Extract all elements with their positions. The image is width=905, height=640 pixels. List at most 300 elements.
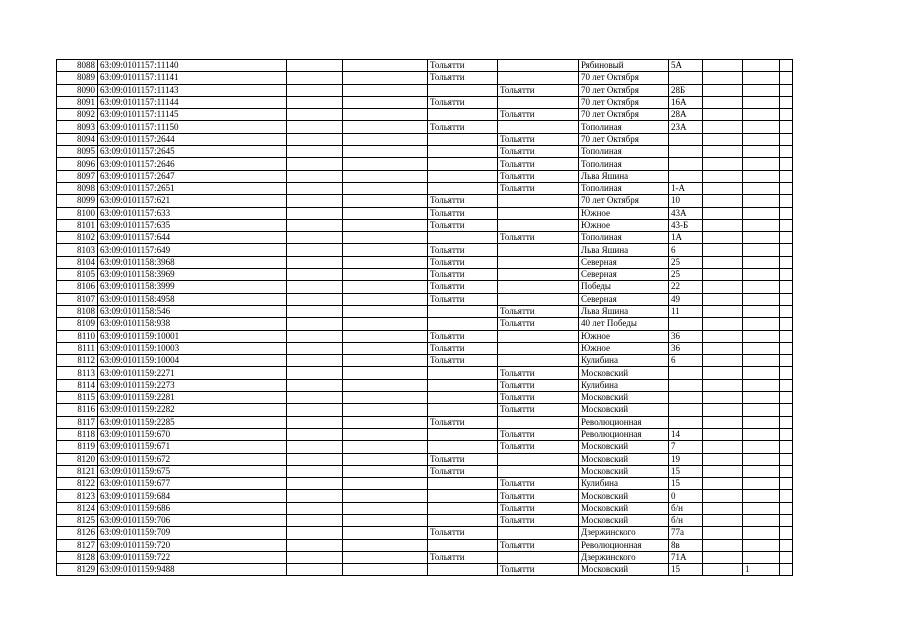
empty-column: [343, 109, 428, 121]
street-cell: 70 лет Октября: [579, 84, 669, 96]
empty-column: [780, 219, 793, 231]
empty-column: [343, 318, 428, 330]
marker-cell: [743, 158, 780, 170]
empty-column: [343, 281, 428, 293]
house-number-cell: 1А: [669, 232, 703, 244]
empty-column: [780, 342, 793, 354]
cadastral-number: 63:09:0101159:10001: [98, 330, 287, 342]
marker-cell: [743, 330, 780, 342]
empty-column: [343, 490, 428, 502]
marker-cell: [743, 84, 780, 96]
table-row: [57, 551, 793, 563]
city-cell: Тольятти: [498, 564, 579, 576]
row-number: 8109: [57, 318, 98, 330]
empty-column: [343, 207, 428, 219]
marker-cell: [743, 490, 780, 502]
empty-column: [780, 453, 793, 465]
street-cell: 40 лет Победы: [579, 318, 669, 330]
empty-column: [287, 342, 343, 354]
empty-column: [343, 60, 428, 72]
cadastral-number: 63:09:0101157:11141: [98, 72, 287, 84]
city-cell: [428, 379, 498, 391]
marker-cell: [743, 60, 780, 72]
marker-cell: [743, 170, 780, 182]
table-row: [57, 293, 793, 305]
empty-column: [287, 256, 343, 268]
house-number-cell: 36: [669, 330, 703, 342]
empty-column: [703, 305, 743, 317]
empty-column: [343, 269, 428, 281]
street-cell: 70 лет Октября: [579, 109, 669, 121]
table-row: [57, 182, 793, 194]
cadastral-number: 63:09:0101157:11143: [98, 84, 287, 96]
row-number: 8091: [57, 96, 98, 108]
marker-cell: [743, 404, 780, 416]
empty-column: [780, 293, 793, 305]
city-cell: [498, 269, 579, 281]
table-row: [57, 527, 793, 539]
empty-column: [287, 305, 343, 317]
city-cell: Тольятти: [428, 244, 498, 256]
table-row: [57, 465, 793, 477]
street-cell: Победы: [579, 281, 669, 293]
city-cell: [428, 539, 498, 551]
cadastral-number: 63:09:0101158:3969: [98, 269, 287, 281]
row-number: 8089: [57, 72, 98, 84]
empty-column: [780, 527, 793, 539]
empty-column: [343, 514, 428, 526]
empty-column: [287, 109, 343, 121]
empty-column: [780, 564, 793, 576]
house-number-cell: 6: [669, 355, 703, 367]
city-cell: [428, 305, 498, 317]
empty-column: [780, 256, 793, 268]
cadastral-number: 63:09:0101157:11150: [98, 121, 287, 133]
city-cell: Тольятти: [428, 465, 498, 477]
house-number-cell: 43А: [669, 207, 703, 219]
marker-cell: [743, 256, 780, 268]
empty-column: [287, 293, 343, 305]
empty-column: [343, 96, 428, 108]
house-number-cell: б/н: [669, 502, 703, 514]
city-cell: [498, 330, 579, 342]
city-cell: [498, 453, 579, 465]
marker-cell: [743, 502, 780, 514]
street-cell: Кулибина: [579, 355, 669, 367]
empty-column: [780, 305, 793, 317]
empty-column: [703, 441, 743, 453]
cadastral-number: 63:09:0101157:11144: [98, 96, 287, 108]
empty-column: [343, 72, 428, 84]
table-row: [57, 195, 793, 207]
city-cell: [428, 133, 498, 145]
marker-cell: [743, 109, 780, 121]
street-cell: 70 лет Октября: [579, 96, 669, 108]
table-row: [57, 244, 793, 256]
empty-column: [703, 269, 743, 281]
empty-column: [287, 72, 343, 84]
empty-column: [703, 453, 743, 465]
empty-column: [343, 121, 428, 133]
cadastral-number: 63:09:0101157:621: [98, 195, 287, 207]
empty-column: [780, 465, 793, 477]
city-cell: Тольятти: [498, 158, 579, 170]
city-cell: [498, 244, 579, 256]
empty-column: [780, 539, 793, 551]
empty-column: [287, 195, 343, 207]
house-number-cell: [669, 318, 703, 330]
empty-column: [343, 502, 428, 514]
empty-column: [287, 281, 343, 293]
city-cell: [498, 195, 579, 207]
row-number: 8128: [57, 551, 98, 563]
empty-column: [703, 60, 743, 72]
city-cell: [498, 96, 579, 108]
house-number-cell: [669, 133, 703, 145]
row-number: 8095: [57, 146, 98, 158]
street-cell: Рябиновый: [579, 60, 669, 72]
city-cell: [428, 428, 498, 440]
house-number-cell: 36: [669, 342, 703, 354]
house-number-cell: 23А: [669, 121, 703, 133]
row-number: 8127: [57, 539, 98, 551]
house-number-cell: б/н: [669, 514, 703, 526]
empty-column: [703, 355, 743, 367]
house-number-cell: [669, 392, 703, 404]
row-number: 8119: [57, 441, 98, 453]
cadastral-number: 63:09:0101159:2282: [98, 404, 287, 416]
marker-cell: [743, 182, 780, 194]
empty-column: [287, 527, 343, 539]
empty-column: [343, 256, 428, 268]
street-cell: Московский: [579, 453, 669, 465]
empty-column: [343, 367, 428, 379]
row-number: 8114: [57, 379, 98, 391]
row-number: 8113: [57, 367, 98, 379]
city-cell: Тольятти: [428, 355, 498, 367]
empty-column: [780, 269, 793, 281]
marker-cell: [743, 146, 780, 158]
empty-column: [780, 146, 793, 158]
table-row: [57, 281, 793, 293]
marker-cell: [743, 514, 780, 526]
empty-column: [703, 342, 743, 354]
empty-column: [287, 146, 343, 158]
house-number-cell: 7: [669, 441, 703, 453]
row-number: 8110: [57, 330, 98, 342]
table-row: [57, 392, 793, 404]
house-number-cell: [669, 170, 703, 182]
empty-column: [343, 404, 428, 416]
cadastral-number: 63:09:0101159:672: [98, 453, 287, 465]
street-cell: Льва Яшина: [579, 305, 669, 317]
city-cell: Тольятти: [498, 478, 579, 490]
empty-column: [287, 514, 343, 526]
empty-column: [703, 367, 743, 379]
empty-column: [780, 109, 793, 121]
marker-cell: [743, 121, 780, 133]
city-cell: Тольятти: [498, 490, 579, 502]
empty-column: [287, 441, 343, 453]
cadastral-number: 63:09:0101157:11140: [98, 60, 287, 72]
row-number: 8104: [57, 256, 98, 268]
cadastral-number: 63:09:0101157:2651: [98, 182, 287, 194]
cadastral-number: 63:09:0101159:2281: [98, 392, 287, 404]
empty-column: [343, 146, 428, 158]
street-cell: Московский: [579, 502, 669, 514]
house-number-cell: [669, 146, 703, 158]
city-cell: Тольятти: [498, 441, 579, 453]
empty-column: [780, 404, 793, 416]
row-number: 8096: [57, 158, 98, 170]
city-cell: Тольятти: [428, 96, 498, 108]
empty-column: [780, 392, 793, 404]
marker-cell: [743, 551, 780, 563]
table-row: [57, 60, 793, 72]
cadastral-number: 63:09:0101159:720: [98, 539, 287, 551]
house-number-cell: [669, 367, 703, 379]
house-number-cell: 14: [669, 428, 703, 440]
table-row: [57, 416, 793, 428]
street-cell: Южное: [579, 330, 669, 342]
empty-column: [287, 170, 343, 182]
row-number: 8120: [57, 453, 98, 465]
empty-column: [287, 121, 343, 133]
row-number: 8121: [57, 465, 98, 477]
empty-column: [287, 96, 343, 108]
row-number: 8129: [57, 564, 98, 576]
cadastral-number: 63:09:0101157:2646: [98, 158, 287, 170]
marker-cell: [743, 367, 780, 379]
marker-cell: [743, 478, 780, 490]
table-row: [57, 256, 793, 268]
city-cell: [428, 182, 498, 194]
city-cell: Тольятти: [428, 121, 498, 133]
empty-column: [703, 392, 743, 404]
city-cell: [498, 551, 579, 563]
empty-column: [287, 330, 343, 342]
row-number: 8088: [57, 60, 98, 72]
street-cell: Тополиная: [579, 182, 669, 194]
city-cell: Тольятти: [498, 305, 579, 317]
city-cell: [498, 207, 579, 219]
table-row: [57, 367, 793, 379]
city-cell: Тольятти: [428, 551, 498, 563]
table-row: [57, 564, 793, 576]
empty-column: [343, 170, 428, 182]
marker-cell: [743, 293, 780, 305]
street-cell: Московский: [579, 404, 669, 416]
empty-column: [780, 158, 793, 170]
empty-column: [343, 330, 428, 342]
empty-column: [287, 502, 343, 514]
house-number-cell: 49: [669, 293, 703, 305]
city-cell: Тольятти: [498, 232, 579, 244]
city-cell: [498, 416, 579, 428]
empty-column: [780, 96, 793, 108]
table-row: [57, 342, 793, 354]
cadastral-number: 63:09:0101159:2285: [98, 416, 287, 428]
city-cell: [498, 60, 579, 72]
cadastral-number: 63:09:0101157:635: [98, 219, 287, 231]
cadastral-number: 63:09:0101159:722: [98, 551, 287, 563]
city-cell: Тольятти: [428, 527, 498, 539]
city-cell: Тольятти: [428, 453, 498, 465]
city-cell: Тольятти: [428, 256, 498, 268]
empty-column: [703, 564, 743, 576]
street-cell: Северная: [579, 256, 669, 268]
house-number-cell: [669, 158, 703, 170]
empty-column: [287, 207, 343, 219]
table-row: [57, 355, 793, 367]
table-row: [57, 502, 793, 514]
row-number: 8094: [57, 133, 98, 145]
empty-column: [343, 539, 428, 551]
empty-column: [343, 244, 428, 256]
empty-column: [780, 318, 793, 330]
row-number: 8115: [57, 392, 98, 404]
cadastral-number: 63:09:0101159:9488: [98, 564, 287, 576]
empty-column: [287, 219, 343, 231]
empty-column: [287, 84, 343, 96]
empty-column: [703, 502, 743, 514]
street-cell: Тополиная: [579, 146, 669, 158]
cadastral-number: 63:09:0101159:670: [98, 428, 287, 440]
empty-column: [780, 84, 793, 96]
city-cell: [498, 465, 579, 477]
city-cell: Тольятти: [498, 367, 579, 379]
house-number-cell: 1-А: [669, 182, 703, 194]
city-cell: Тольятти: [498, 182, 579, 194]
street-cell: Льва Яшина: [579, 244, 669, 256]
cadastral-number: 63:09:0101159:706: [98, 514, 287, 526]
house-number-cell: 43-Б: [669, 219, 703, 231]
empty-column: [287, 379, 343, 391]
empty-column: [343, 219, 428, 231]
city-cell: [498, 256, 579, 268]
street-cell: Кулибина: [579, 478, 669, 490]
city-cell: [498, 355, 579, 367]
row-number: 8099: [57, 195, 98, 207]
row-number: 8103: [57, 244, 98, 256]
city-cell: [428, 367, 498, 379]
city-cell: Тольятти: [428, 60, 498, 72]
row-number: 8108: [57, 305, 98, 317]
house-number-cell: 0: [669, 490, 703, 502]
city-cell: [428, 146, 498, 158]
house-number-cell: [669, 416, 703, 428]
empty-column: [343, 305, 428, 317]
house-number-cell: 8в: [669, 539, 703, 551]
empty-column: [703, 158, 743, 170]
house-number-cell: [669, 379, 703, 391]
marker-cell: [743, 269, 780, 281]
house-number-cell: 11: [669, 305, 703, 317]
empty-column: [703, 330, 743, 342]
cadastral-number: 63:09:0101157:2647: [98, 170, 287, 182]
empty-column: [780, 551, 793, 563]
house-number-cell: 6: [669, 244, 703, 256]
empty-column: [703, 232, 743, 244]
empty-column: [703, 96, 743, 108]
table-row: [57, 109, 793, 121]
city-cell: Тольятти: [498, 133, 579, 145]
street-cell: Московский: [579, 490, 669, 502]
table-row: [57, 232, 793, 244]
city-cell: Тольятти: [428, 269, 498, 281]
house-number-cell: 15: [669, 465, 703, 477]
empty-column: [343, 551, 428, 563]
table-row: [57, 330, 793, 342]
empty-column: [343, 416, 428, 428]
empty-column: [780, 182, 793, 194]
city-cell: [428, 158, 498, 170]
table-row: [57, 133, 793, 145]
empty-column: [343, 182, 428, 194]
row-number: 8098: [57, 182, 98, 194]
city-cell: [498, 121, 579, 133]
empty-column: [343, 392, 428, 404]
empty-column: [703, 379, 743, 391]
empty-column: [703, 182, 743, 194]
city-cell: Тольятти: [428, 72, 498, 84]
street-cell: Революционная: [579, 539, 669, 551]
table-row: [57, 318, 793, 330]
street-cell: 70 лет Октября: [579, 195, 669, 207]
marker-cell: [743, 453, 780, 465]
marker-cell: 1: [743, 564, 780, 576]
empty-column: [780, 121, 793, 133]
table-row: [57, 72, 793, 84]
row-number: 8112: [57, 355, 98, 367]
marker-cell: [743, 96, 780, 108]
empty-column: [780, 232, 793, 244]
city-cell: [428, 84, 498, 96]
marker-cell: [743, 465, 780, 477]
empty-column: [703, 84, 743, 96]
row-number: 8125: [57, 514, 98, 526]
table-body: [57, 60, 793, 576]
house-number-cell: 16А: [669, 96, 703, 108]
marker-cell: [743, 219, 780, 231]
cadastral-number: 63:09:0101157:11145: [98, 109, 287, 121]
city-cell: [428, 318, 498, 330]
empty-column: [780, 490, 793, 502]
street-cell: Тополиная: [579, 158, 669, 170]
empty-column: [287, 133, 343, 145]
marker-cell: [743, 133, 780, 145]
street-cell: Московский: [579, 514, 669, 526]
marker-cell: [743, 416, 780, 428]
house-number-cell: 19: [669, 453, 703, 465]
house-number-cell: 28А: [669, 109, 703, 121]
table-row: [57, 379, 793, 391]
empty-column: [703, 527, 743, 539]
empty-column: [287, 392, 343, 404]
empty-column: [703, 256, 743, 268]
empty-column: [703, 514, 743, 526]
cadastral-number: 63:09:0101159:684: [98, 490, 287, 502]
row-number: 8106: [57, 281, 98, 293]
cadastral-number: 63:09:0101157:644: [98, 232, 287, 244]
house-number-cell: 28Б: [669, 84, 703, 96]
empty-column: [343, 428, 428, 440]
city-cell: [428, 170, 498, 182]
street-cell: Московский: [579, 564, 669, 576]
table-row: [57, 404, 793, 416]
street-cell: Тополиная: [579, 121, 669, 133]
cadastral-number: 63:09:0101158:4958: [98, 293, 287, 305]
